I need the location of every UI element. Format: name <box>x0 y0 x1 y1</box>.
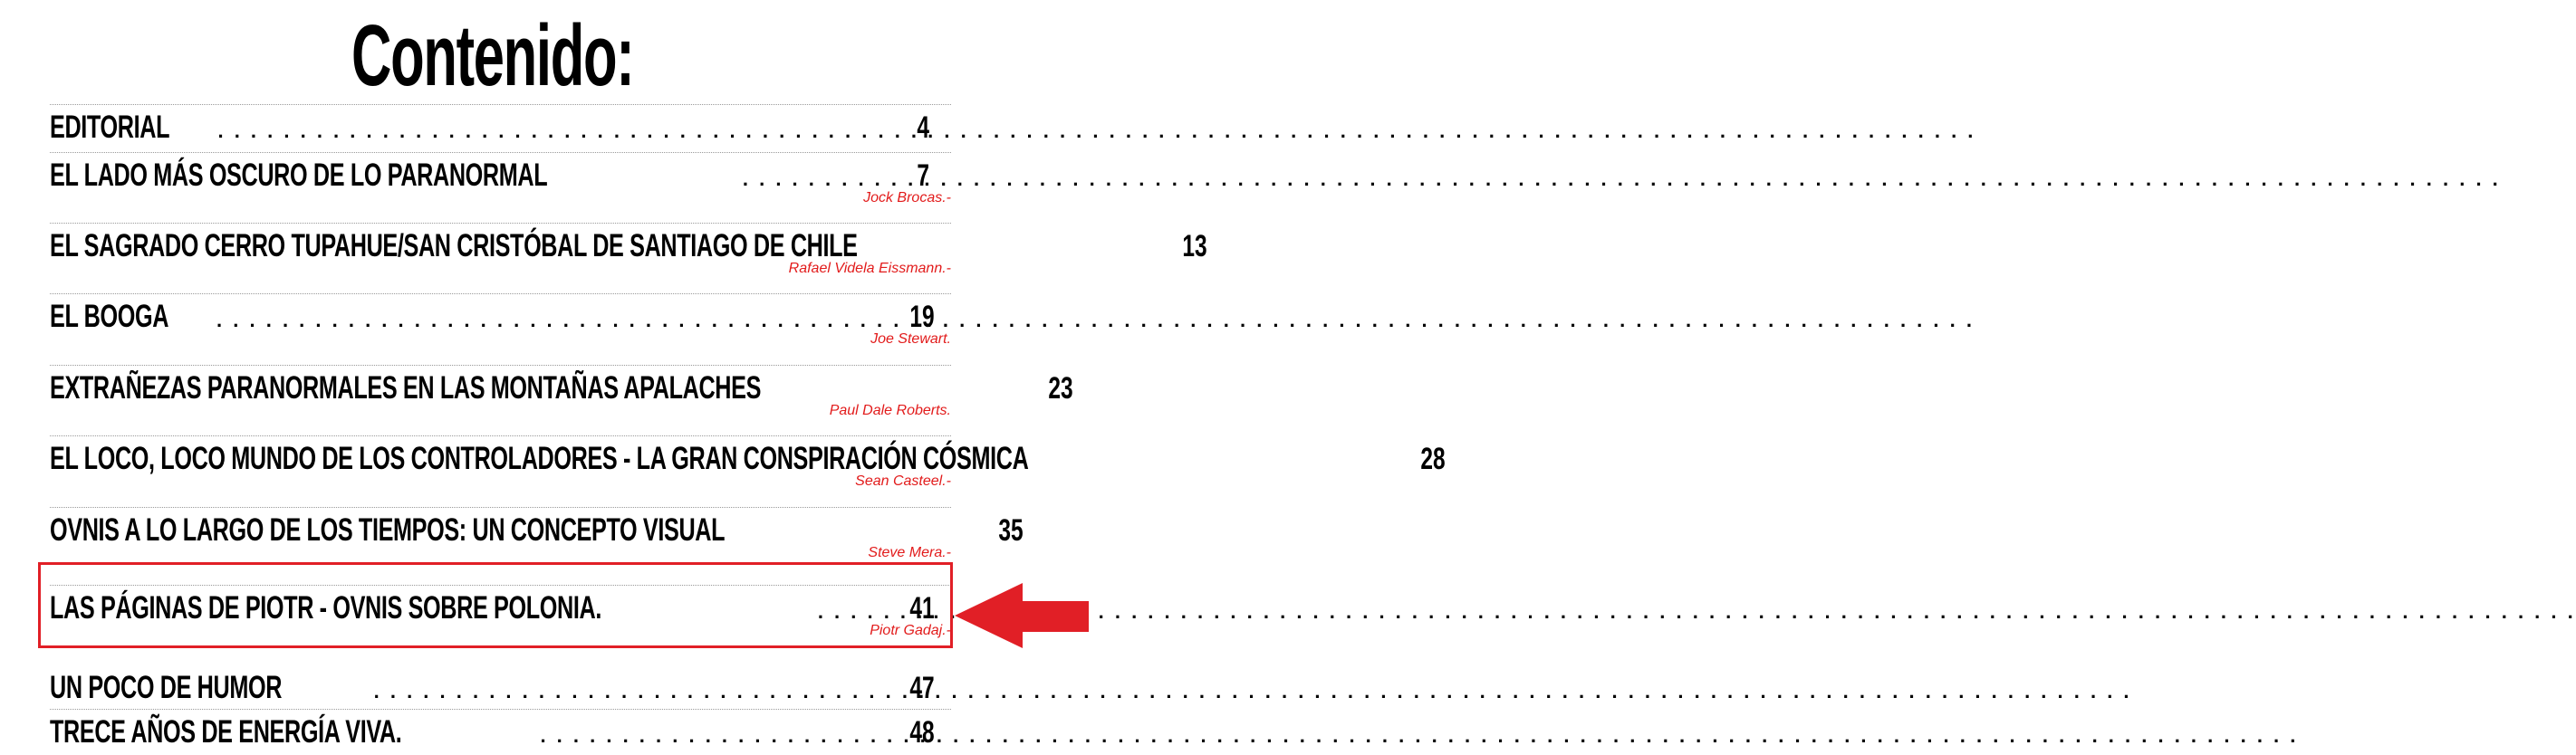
toc-entry[interactable] <box>50 709 951 755</box>
toc-entry-page: 7 <box>917 158 929 193</box>
toc-entry-page: 4 <box>917 110 929 145</box>
dot-leader <box>217 119 900 143</box>
toc-entry-title: LAS PÁGINAS DE PIOTR - OVNIS SOBRE POLONIA. <box>50 590 601 626</box>
toc-entry-title: EL BOOGA <box>50 299 169 334</box>
toc-entry[interactable] <box>50 152 951 223</box>
table-of-contents <box>50 104 1446 755</box>
toc-entry[interactable] <box>50 665 951 709</box>
toc-entry-page: 41 <box>909 591 935 626</box>
toc-entry-page: 35 <box>998 513 1024 548</box>
toc-entry-page: 47 <box>909 671 935 705</box>
toc-entry-title: OVNIS A LO LARGO DE LOS TIEMPOS: UN CONCEPTO VISUAL <box>50 512 726 548</box>
toc-entry-page: 23 <box>1048 371 1073 406</box>
toc-entry-author: Joe Stewart. <box>870 331 951 347</box>
dot-leader <box>374 680 900 703</box>
toc-entry-author: Steve Mera.- <box>868 545 951 560</box>
toc-entry[interactable] <box>50 293 951 365</box>
toc-entry-title: UN POCO DE HUMOR <box>50 670 283 705</box>
toc-entry-title: EL SAGRADO CERRO TUPAHUE/SAN CRISTÓBAL DE SANTIAGO DE CHILE <box>50 228 858 263</box>
toc-entry-title: EXTRAÑEZAS PARANORMALES EN LAS MONTAÑAS APALACHES <box>50 370 762 406</box>
dot-leader <box>743 167 900 191</box>
toc-entry[interactable] <box>50 365 1073 435</box>
toc-entry-page: 28 <box>1420 442 1446 476</box>
toc-entry-title: EDITORIAL <box>50 110 170 145</box>
toc-entry[interactable] <box>50 223 1208 293</box>
toc-entry-author: Piotr Gadaj.- <box>870 623 951 638</box>
toc-entry-page: 13 <box>1182 229 1208 263</box>
toc-entry-author: Jock Brocas.- <box>863 190 951 205</box>
arrow-left-icon <box>955 581 1091 650</box>
toc-entry-author: Sean Casteel.- <box>855 473 951 489</box>
toc-entry[interactable] <box>50 104 951 152</box>
toc-entry-title: EL LOCO, LOCO MUNDO DE LOS CONTROLADORES - LA GRAN CONSPIRACIÓN CÓSMICA <box>50 441 1029 476</box>
highlight-box <box>38 562 953 648</box>
toc-entry-author: Rafael Videla Eissmann.- <box>788 261 951 276</box>
toc-entry-author: Paul Dale Roberts. <box>829 403 951 418</box>
dot-leader <box>540 724 900 748</box>
toc-entry-title: EL LADO MÁS OSCURO DE LO PARANORMAL <box>50 158 548 193</box>
toc-entry-page: 19 <box>909 300 935 334</box>
page-title: Contenido: <box>351 7 634 104</box>
toc-entry-title: TRECE AÑOS DE ENERGÍA VIVA. <box>50 714 402 750</box>
dot-leader <box>216 309 900 332</box>
toc-entry[interactable] <box>50 435 1446 507</box>
toc-entry-page: 48 <box>909 715 935 750</box>
